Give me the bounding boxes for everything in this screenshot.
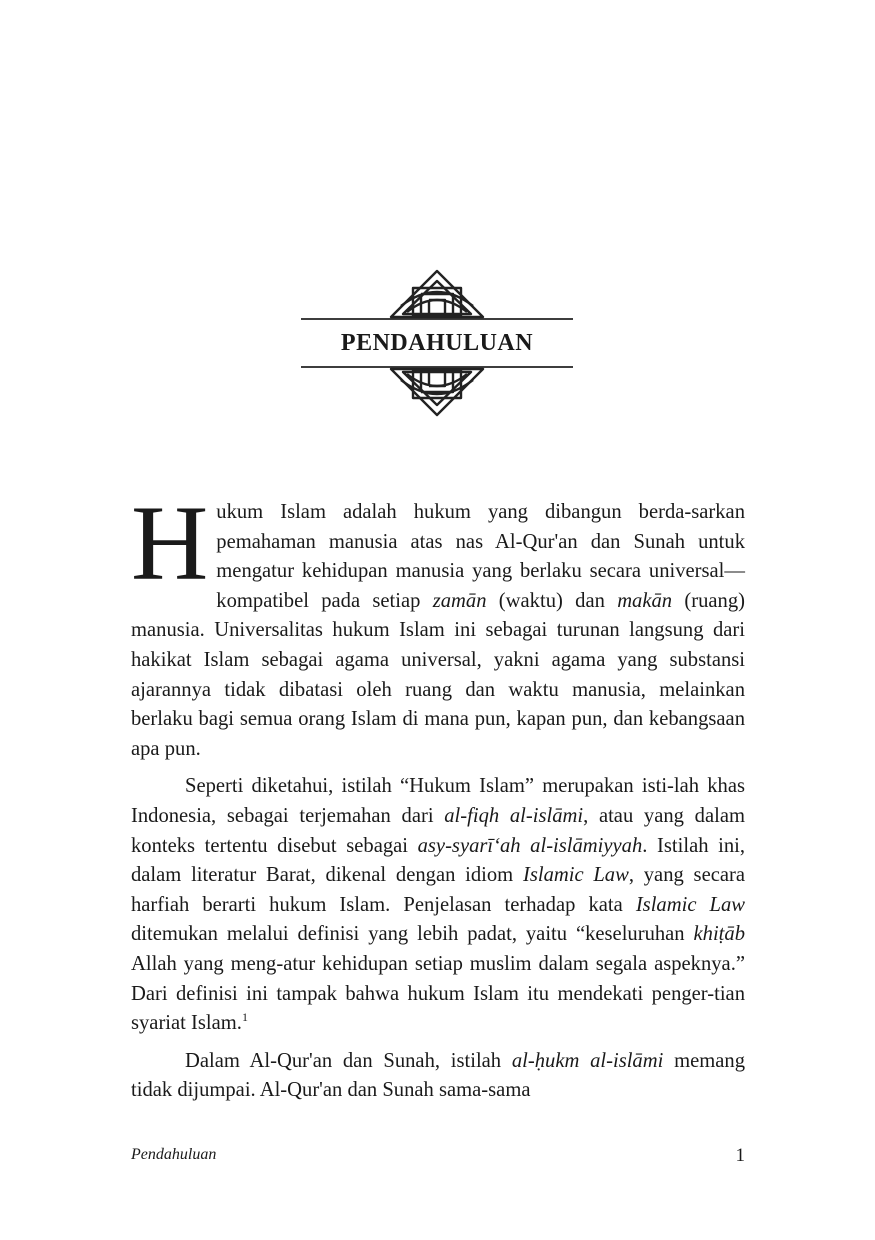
- text-run: . Istilah ini, dalam literatur Barat, dikenal dengan idiom: [131, 834, 746, 887]
- paragraph-1: [131, 485, 745, 764]
- term-italic: Islamic Law: [522, 864, 629, 887]
- term-italic: Islamic Law: [635, 893, 745, 916]
- term-italic: asy-syarī‘ah al-islāmiyyah: [417, 834, 643, 857]
- term-italic: al-fiqh al-islāmi: [444, 804, 584, 827]
- text-run: Dalam Al-Qur'an dan Sunah, istilah: [185, 1049, 512, 1072]
- text-run: Allah yang meng-atur kehidupan setiap muslim dalam segala aspeknya.” Dari definisi ini tampak bahwa hukum Islam itu mendekati penger-tian syariat Islam.: [131, 952, 745, 1035]
- text-run: Seperti diketahui, istilah “Hukum Islam” merupakan isti-lah khas Indonesia, sebagai terjemahan dari: [131, 775, 745, 827]
- paragraph-3: [131, 1047, 745, 1106]
- footnote-marker[interactable]: 1: [241, 1010, 248, 1025]
- text-run: , yang secara harfiah berarti hukum Islam. Penjelasan terhadap kata: [131, 864, 745, 916]
- text-run: memang tidak dijumpai. Al-Qur'an dan Sunah sama-sama: [131, 1049, 745, 1102]
- text-run: , atau yang dalam konteks tertentu disebut sebagai: [131, 804, 745, 857]
- text-run: ditemukan melalui definisi yang lebih padat, yaitu “keseluruhan: [131, 923, 694, 946]
- text-run: (ruang) manusia. Universalitas hukum Islam ini sebagai turunan langsung dari hakikat Islam sebagai agama universal, yakni agama yang substansi ajarannya tidak dibatasi oleh ruang dan waktu manusia, melainkan berlaku bagi semua orang Islam di mana pun, kapan pun, dan kebangsaan apa pun.: [131, 589, 745, 760]
- body-text: [131, 485, 746, 1114]
- term-italic: zamān: [432, 589, 487, 612]
- paragraph-2: [131, 772, 745, 1038]
- term-italic: khiṭāb: [693, 923, 745, 946]
- chapter-title: PENDAHULUAN: [340, 330, 534, 356]
- drop-cap: H: [131, 485, 209, 603]
- term-italic: al-ḥukm al-islāmi: [511, 1049, 664, 1072]
- text-run: (waktu) dan: [486, 589, 618, 612]
- text-run: ukum Islam adalah hukum yang dibangun berda-sarkan pemahaman manusia atas nas Al-Qur'an dan Sunah untuk mengatur kehidupan manusia yang berlaku secara universal—kompatibel pada setiap: [216, 501, 745, 612]
- running-title: Pendahuluan: [131, 1146, 217, 1163]
- page-number: 1: [735, 1145, 745, 1166]
- term-italic: makān: [617, 589, 673, 612]
